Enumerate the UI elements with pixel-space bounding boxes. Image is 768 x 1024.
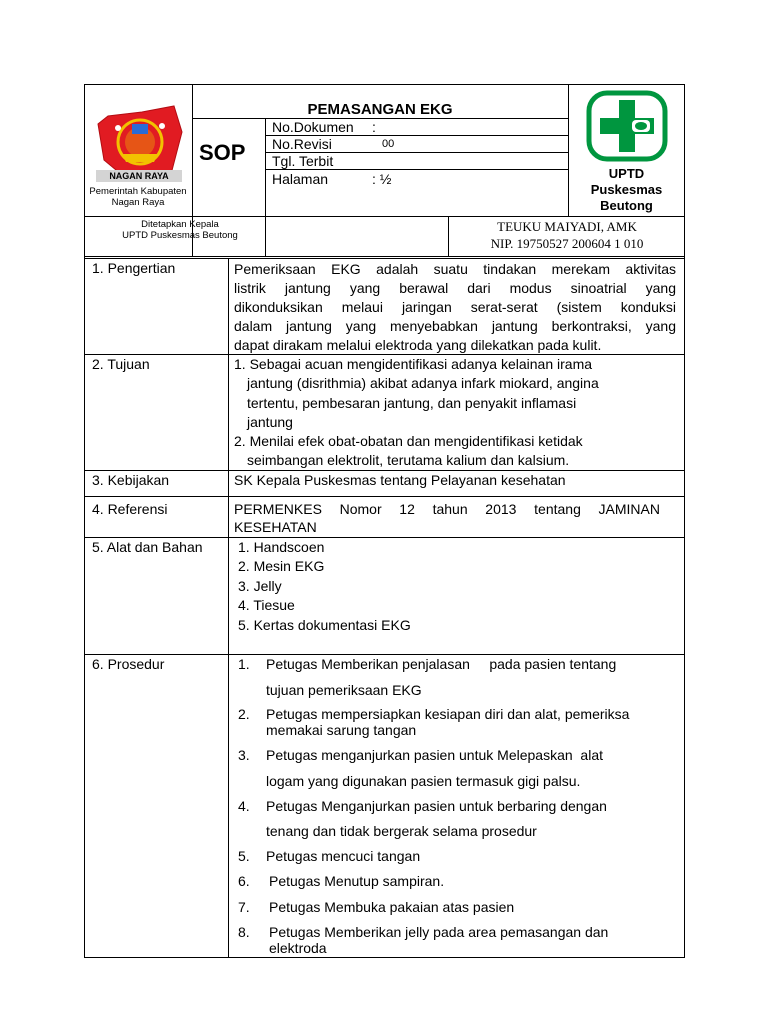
tujuan-line: seimbangan elektrolit, terutama kalium dan kalsium. xyxy=(247,452,570,468)
step-number: 8. xyxy=(238,924,250,940)
signatory-nip: NIP. 19750527 200604 1 010 xyxy=(490,236,644,251)
field-value-no-dokumen: : xyxy=(372,119,376,135)
list-item: 3. Jelly xyxy=(238,578,282,594)
tujuan-line: jantung (disrithmia) akibat adanya infark miokard, angina xyxy=(247,375,599,391)
step-number: 2. xyxy=(238,706,250,722)
sop-label: SOP xyxy=(199,140,246,165)
tujuan-line: 2. Menilai efek obat-obatan dan mengidentifikasi ketidak xyxy=(234,433,583,449)
step-number: 7. xyxy=(238,899,250,915)
referensi-line: PERMENKES Nomor 12 tahun 2013 tentang JAMINAN xyxy=(234,501,660,517)
step-line: Petugas Memberikan jelly pada area pemasangan dan xyxy=(269,924,609,940)
pengertian-line: dapat dirakam melalui elektroda yang dilekatkan pada kulit. xyxy=(234,337,602,353)
step-line: Petugas Memberikan penjalasan pada pasien tentang xyxy=(266,656,617,672)
section-label-kebijakan: 3. Kebijakan xyxy=(92,472,170,488)
logo-banner-text: NAGAN RAYA xyxy=(109,171,169,181)
clinic-name-line3: Beutong xyxy=(600,198,653,213)
approved-by-line1: Ditetapkan Kepala xyxy=(141,219,219,230)
section-label-referensi: 4. Referensi xyxy=(92,501,168,517)
pengertian-line: Pemeriksaan EKG adalah suatu tindakan merekam aktivitas xyxy=(234,261,676,277)
pengertian-line: dalam jantung yang menyebabkan jantung berkontraksi, yang xyxy=(234,318,676,334)
step-line: Petugas Menutup sampiran. xyxy=(269,873,445,889)
referensi-line: KESEHATAN xyxy=(234,519,317,535)
field-label-tgl-terbit: Tgl. Terbit xyxy=(272,153,334,169)
tujuan-line: tertentu, pembesaran jantung, dan penyakit inflamasi xyxy=(247,395,577,411)
puskesmas-logo xyxy=(586,90,668,162)
tujuan-line: jantung xyxy=(247,414,293,430)
tujuan-line: 1. Sebagai acuan mengidentifikasi adanya kelainan irama xyxy=(234,356,593,372)
list-item: 2. Mesin EKG xyxy=(238,558,325,574)
clinic-name-line2: Puskesmas xyxy=(590,182,663,197)
step-number: 3. xyxy=(238,747,250,763)
step-line: Petugas menganjurkan pasien untuk Melepaskan alat xyxy=(266,747,603,763)
signatory-name: TEUKU MAIYADI, AMK xyxy=(497,219,637,234)
section-label-alat: 5. Alat dan Bahan xyxy=(92,539,203,555)
field-label-no-revisi: No.Revisi xyxy=(272,136,332,152)
step-number: 5. xyxy=(238,848,250,864)
list-item: 4. Tiesue xyxy=(238,597,295,613)
step-line: Petugas mempersiapkan kesiapan diri dan alat, pemeriksa xyxy=(266,706,630,722)
org-name: Pemerintah Kabupaten Nagan Raya xyxy=(89,186,187,208)
step-line: tenang dan tidak bergerak selama prosedur xyxy=(266,823,537,839)
kebijakan-text: SK Kepala Puskesmas tentang Pelayanan kesehatan xyxy=(234,472,566,488)
pengertian-line: listrik jantung yang berawal dari modus sinoatrial yang xyxy=(234,280,676,296)
pengertian-line: dikonduksikan melaui jaringan serat-serat (sistem konduksi xyxy=(234,299,676,315)
step-number: 6. xyxy=(238,873,250,889)
regency-logo xyxy=(92,98,186,188)
section-label-prosedur: 6. Prosedur xyxy=(92,656,165,672)
step-line: tujuan pemeriksaan EKG xyxy=(266,682,422,698)
step-line: elektroda xyxy=(269,940,327,956)
step-line: Petugas Menganjurkan pasien untuk berbaring dengan xyxy=(266,798,607,814)
section-label-pengertian: 1. Pengertian xyxy=(92,260,176,276)
clinic-name-line1: UPTD xyxy=(608,166,645,181)
field-label-halaman: Halaman xyxy=(272,171,329,187)
field-value-no-revisi: 00 xyxy=(382,138,395,150)
list-item: 5. Kertas dokumentasi EKG xyxy=(238,617,411,633)
field-label-no-dokumen: No.Dokumen xyxy=(272,119,354,135)
step-number: 1. xyxy=(238,656,250,672)
step-line: Petugas Membuka pakaian atas pasien xyxy=(269,899,515,915)
list-item: 1. Handscoen xyxy=(238,539,325,555)
step-line: logam yang digunakan pasien termasuk gigi palsu. xyxy=(266,773,581,789)
field-value-halaman: : ½ xyxy=(372,171,392,187)
step-line: Petugas mencuci tangan xyxy=(266,848,421,864)
section-label-tujuan: 2. Tujuan xyxy=(92,356,150,372)
approved-by-line2: UPTD Puskesmas Beutong xyxy=(122,230,238,241)
step-number: 4. xyxy=(238,798,250,814)
page-title: PEMASANGAN EKG xyxy=(307,101,453,118)
step-line: memakai sarung tangan xyxy=(266,722,417,738)
